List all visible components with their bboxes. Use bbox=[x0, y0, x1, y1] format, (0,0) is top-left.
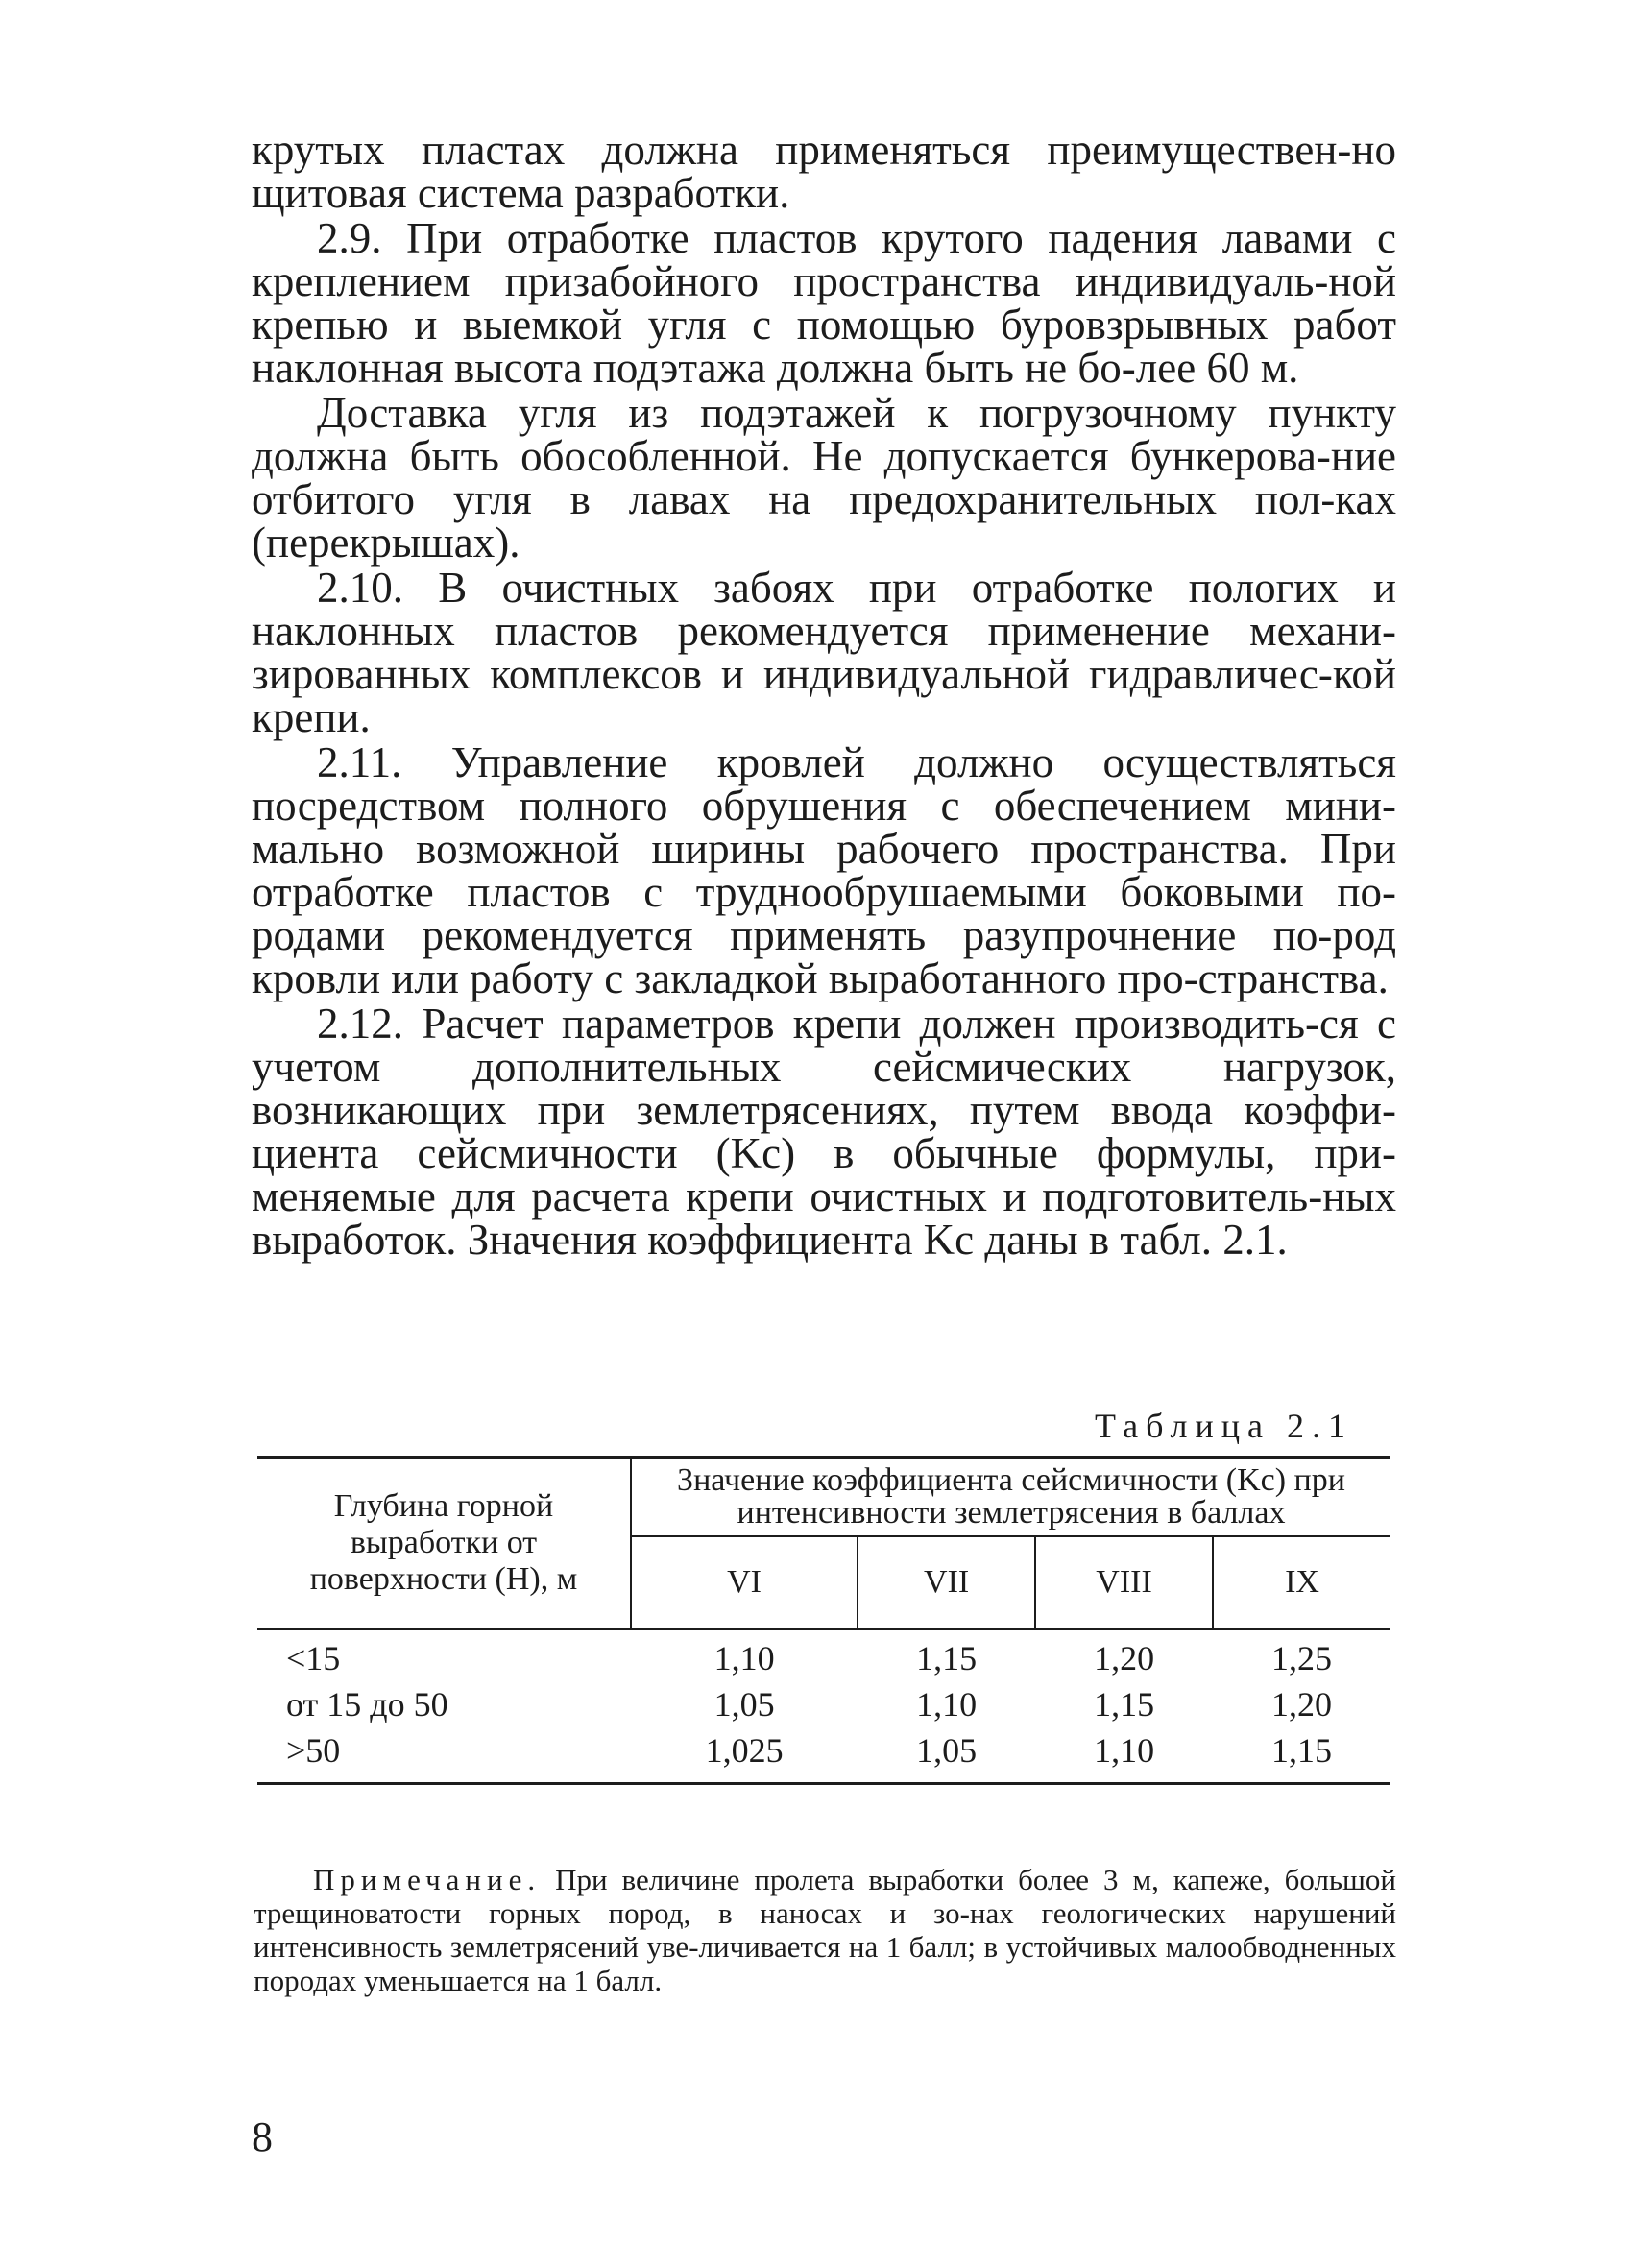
body-text bbox=[252, 126, 1396, 1264]
value-cell: 1,20 bbox=[1271, 1685, 1333, 1724]
coefficient-group-header: Значение коэффициента сейсмичности (Kc) при интенсивности землетрясения в баллах bbox=[631, 1458, 1390, 1537]
seismic-coefficient-table bbox=[257, 1456, 1390, 1785]
table-note bbox=[254, 1863, 1396, 1997]
paragraph-2-12: 2.12. Расчет параметров крепи должен производить-ся с учетом дополнительных сейсмических нагрузок, возникающих при землетрясениях, путем ввода коэффи-циента сейсмичности (Kc) в обычные формулы, при-меняемые для расчета крепи очистных и подготовитель-ных выработок. Значения коэффициента Kc даны в табл. 2.1. bbox=[252, 1000, 1396, 1264]
intensity-header-vi: VI bbox=[631, 1536, 858, 1629]
table-row bbox=[257, 1681, 1390, 1727]
depth-cell: от 15 до 50 bbox=[286, 1685, 448, 1724]
value-cell: 1,025 bbox=[631, 1727, 858, 1784]
value-cell: 1,25 bbox=[1213, 1629, 1390, 1682]
paragraph-2-11: 2.11. Управление кровлей должно осуществляться посредством полного обрушения с обеспечением мини-мально возможной ширины рабочего пространства. При отработке пластов с труднообрушаемыми боковыми по-родами рекомендуется применять разупрочнение по-род кровли или работу с закладкой выработанного про-странства. bbox=[252, 738, 1396, 1002]
intensity-header-viii: VIII bbox=[1035, 1536, 1213, 1629]
table-label: Таблица 2.1 bbox=[1095, 1407, 1353, 1445]
page-number: 8 bbox=[252, 2113, 273, 2160]
paragraph-2-10: 2.10. В очистных забоях при отработке пологих и наклонных пластов рекомендуется применение механи-зированных комплексов и индивидуальной гидравличес-кой крепи. bbox=[252, 564, 1396, 741]
value-cell: 1,15 bbox=[858, 1629, 1035, 1682]
value-cell: 1,15 bbox=[1094, 1685, 1155, 1724]
table-row bbox=[257, 1629, 1390, 1682]
paragraph-coal-delivery: Доставка угля из подэтажей к погрузочному пункту должна быть обособленной. Не допускается бункерова-ние отбитого угля в лавах на предохранительных пол-ках (перекрышах). bbox=[252, 389, 1396, 567]
table-header-row bbox=[257, 1458, 1390, 1537]
note-text: При величине пролета выработки более 3 м, капеже, большой трещиноватости горных пород, в наносах и зо-нах геологических нарушений интенсивность землетрясений уве-личивается на 1 балл; в устойчивых малообводненных породах уменьшается на 1 балл. bbox=[254, 1863, 1397, 1997]
note-lead: Примечание. bbox=[313, 1863, 542, 1896]
paragraph-2-9: 2.9. При отработке пластов крутого падения лавами с креплением призабойного пространства индивидуаль-ной крепью и выемкой угля с помощью буровзрывных работ наклонная высота подэтажа должна быть не бо-лее 60 м. bbox=[252, 214, 1396, 392]
depth-column-header: Глубина горной выработки от поверхности (H), м bbox=[257, 1458, 631, 1629]
intensity-header-ix: IX bbox=[1285, 1564, 1319, 1600]
intensity-header-vii: VII bbox=[858, 1536, 1035, 1629]
depth-cell: >50 bbox=[257, 1727, 631, 1784]
depth-cell: <15 bbox=[257, 1629, 631, 1682]
table-row bbox=[257, 1727, 1390, 1784]
value-cell: 1,20 bbox=[1035, 1629, 1213, 1682]
value-cell: 1,05 bbox=[858, 1727, 1035, 1784]
value-cell: 1,10 bbox=[916, 1685, 978, 1724]
value-cell: 1,10 bbox=[1035, 1727, 1213, 1784]
value-cell: 1,15 bbox=[1213, 1727, 1390, 1784]
value-cell: 1,10 bbox=[631, 1629, 858, 1682]
paragraph-continuation: крутых пластах должна применяться преимуществен-но щитовая система разработки. bbox=[252, 126, 1396, 217]
value-cell: 1,05 bbox=[713, 1685, 775, 1724]
